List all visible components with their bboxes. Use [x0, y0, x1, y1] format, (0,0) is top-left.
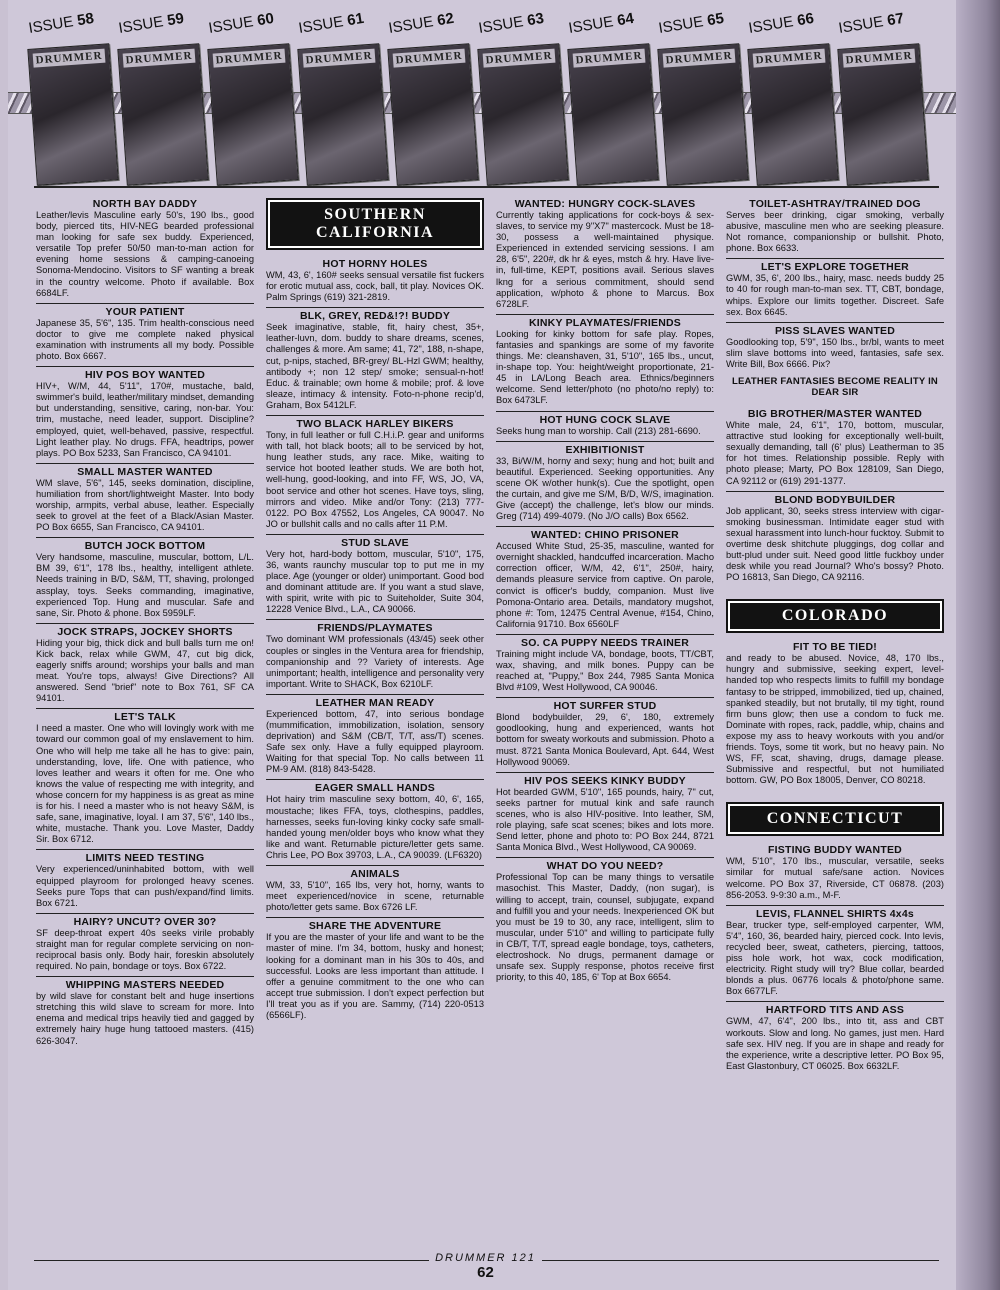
issue-label [297, 10, 365, 37]
cover-masthead: DRUMMER [123, 49, 196, 68]
ad-body: SF deep-throat expert 40s seeks virile probably straight man for regular complete servicing on non-reciprocal basis only. Body hair, foreskin absolutely required. No pain, bondage or toys. Box 6722. [36, 927, 254, 972]
ad-body: Serves beer drinking, cigar smoking, verbally abusive, masculine men who are seeking pleasure. Not romance, companionship or bullshit. Photo, phone. Box 6633. [726, 210, 944, 254]
personal-ad [726, 196, 944, 254]
cover-masthead: DRUMMER [303, 49, 376, 68]
cover-masthead: DRUMMER [843, 49, 916, 68]
ad-body: If you are the master of your life and want to be the master of mine. I'm 34, bottom, husky and honest; looking for a dominant man in his 30s to 40s, and successful. Looks are less important than attitude. I offer a genuine commitment to the one who can accept true submission. I don't expect perfection but I'll treat you as if you are. Sammy, (714) 220-0513 (6566LF). [266, 932, 484, 1020]
issue-number: 66 [795, 9, 816, 30]
ad-headline: WANTED: HUNGRY COCK-SLAVES [514, 198, 696, 210]
column-3 [496, 196, 714, 987]
cover-masthead: DRUMMER [663, 49, 736, 68]
ad-body: Professional Top can be many things to versatile masochist. This Master, Daddy, (non sugar), is willing to accept, train, counsel, subjugate, expand and fulfill you and your needs. Inexperienced OK but you must be 19 to 30, any race, intelligent, slim to muscular, under 5'10" and willing to participate fully in CB/T, T/T, spread eagle bondage, toys, catheters, electroshock. No drugs, permanent damage or unsafe sex. Supply response, photos receive first priority, to this 40, 185, 6' Top at Box 6654. [496, 872, 714, 983]
ad-body: by wild slave for constant belt and huge insertions stretching this wild slave to scream for more. Into enema and medical trips heavily tied and gagged by extremely hairy huge hung tattooed masters. (415) 626-3047. [36, 991, 254, 1046]
cover-masthead: DRUMMER [573, 49, 646, 68]
ad-headline: BLOND BODYBUILDER [726, 491, 944, 506]
cover-image [207, 43, 298, 185]
ad-body: Bear, trucker type, self-employed carpenter, WM, 5'4", 160, 36, bearded hairy, pierced cock. Into levis, recycled beer, sweat, catheters, piercing, tattoos, piss hole work, hot wax, cock modification, electricity. Right study will try? Blue collar, bearded blonds a plus. 06776 locals & photo/phone same. Box 6677LF. [726, 919, 944, 997]
column-1 [36, 196, 254, 1051]
cover-masthead: DRUMMER [753, 49, 826, 68]
ad-body: Two dominant WM professionals (43/45) seek other couples or singles in the Ventura area for friendship, companionship and ?? Variety of interests. Age unimportant; health, intelligence and personality very important. Write to SHACK, Box 6210LF. [266, 634, 484, 689]
personal-ad [36, 623, 254, 705]
personal-ad [266, 415, 484, 530]
cover-image [477, 43, 568, 185]
footer-publication [8, 1252, 963, 1264]
issue-word: ISSUE [117, 13, 165, 37]
issue-cover [116, 8, 204, 183]
issue-cover [296, 8, 384, 183]
ad-body: Accused White Stud, 25-35, masculine, wanted for overnight shackled, handcuffed incarceration. Macho correction officer, W/M, 42, 6'1", 250#, hairy, demands pleasure service from captive. On parole, convict is officer's buddy, companion. Must live Pomona-Ontario area. Details, mandatory mugshot, phone #: Tom, 12475 Central Avenue, #154, Chino, California 91710. Box 6560LF [496, 541, 714, 629]
cover-image [117, 43, 208, 185]
ad-headline: LET'S TALK [36, 708, 254, 723]
personal-ad [496, 634, 714, 693]
issue-cover [746, 8, 834, 183]
personal-ad [36, 708, 254, 845]
ad-headline: WANTED: CHINO PRISONER [496, 526, 714, 541]
ad-body: Very handsome, masculine, muscular, bottom, L/L. BM 39, 6'1", 178 lbs., healthy, intelligent athlete. Needs training in B/D, S&M, TT, shaving, prolonged assplay, toys. Seeks commanding, imaginative, experienced Top. Hung and muscular. Safe and sane, Sir. Photo & phone. Box 5959LF. [36, 552, 254, 618]
personal-ad [496, 526, 714, 630]
personal-ad [266, 865, 484, 913]
personal-ad [36, 976, 254, 1046]
ad-body: WM, 43, 6', 160# seeks sensual versatile fist fuckers for erotic mutual ass, cock, ball, tit play. Novices OK. Palm Springs (619) 321-2819. [266, 270, 484, 303]
personal-ad [726, 322, 944, 370]
cover-masthead: DRUMMER [393, 49, 466, 68]
ad-headline: SMALL MASTER WANTED [36, 463, 254, 478]
personal-ad [496, 196, 714, 310]
ad-headline: HARTFORD TITS AND ASS [726, 1001, 944, 1016]
ad-headline: ANIMALS [266, 865, 484, 880]
ad-headline: BIG BROTHER/MASTER WANTED [747, 408, 923, 421]
personal-ad [496, 857, 714, 983]
issue-word: ISSUE [837, 13, 885, 37]
issue-word: ISSUE [387, 13, 435, 37]
ad-body: WM slave, 5'6", 145, seeks domination, discipline, humiliation from short/lightweight Master. Into body worship, armpits, verbal abuse, leather. Especially seek to grovel at the feet of a Black/Asian Master. PO Box 6655, San Francisco, CA 94101. [36, 477, 254, 533]
ad-headline: HAIRY? UNCUT? OVER 30? [36, 913, 254, 928]
personal-ad [726, 842, 944, 900]
ad-headline: HOT SURFER STUD [496, 697, 714, 712]
cover-image [657, 43, 748, 185]
ad-headline: SO. CA PUPPY NEEDS TRAINER [496, 634, 714, 649]
region-header-colorado: COLORADO [726, 599, 944, 633]
page-number: 62 [477, 1264, 494, 1281]
personal-ad [36, 913, 254, 972]
ad-headline: HIV POS SEEKS KINKY BUDDY [496, 772, 714, 787]
issue-number: 63 [525, 9, 546, 30]
ad-body: Very experienced/uninhabited bottom, with well equipped playroom for prolonged heavy scenes. Seeks pure Tops that can push/expand/find limits. Box 6721. [36, 864, 254, 908]
cover-image [747, 43, 838, 185]
issue-label [27, 10, 95, 37]
issue-word: ISSUE [477, 13, 525, 37]
ad-headline: BLK, GREY, RED&!?! BUDDY [266, 307, 484, 322]
ad-body: GWM, 47, 6'4", 200 lbs., into tit, ass and CBT workouts. Slow and long. No games, just men. Hard safe sex. HIV neg. If you are in shape and ready for the experience, write a descriptive letter. PO Box 95, East Glastonbury, CT 06025. Box 6632LF. [726, 1016, 944, 1071]
issue-word: ISSUE [27, 13, 75, 37]
issue-number: 67 [885, 9, 906, 30]
ad-headline: BUTCH JOCK BOTTOM [36, 537, 254, 552]
personal-ad [266, 534, 484, 616]
ad-headline: LIMITS NEED TESTING [36, 849, 254, 864]
ad-body: Training might include VA, bondage, boots, TT/CBT, wax, shaving, and milk bones. Puppy can be reached at, "Puppy," Box 244, 7985 Santa Monica Blvd #109, West Hollywood, CA 90046. [496, 648, 714, 693]
issue-label [747, 10, 815, 37]
issue-cover [386, 8, 474, 183]
ad-body: 33, Bi/W/M, horny and sexy; hung and hot; built and beautiful. Experienced. Seeking opportunities. Any scene OK w/other hunk(s). Cue the spotlight, open the curtain, and give me S/M, B/D, W/S, imagination. Give (accept) the challenge, let's blow our minds. Greg (714) 499-4079. (No J/O calls) Box 6562. [496, 455, 714, 522]
ad-body: WM, 33, 5'10", 165 lbs, very hot, horny, wants to meet experienced/novice in scene, returnable photo/letter gets same. Box 6726 LF. [266, 880, 484, 913]
issue-cover [656, 8, 744, 183]
ad-headline: FIT TO BE TIED! [793, 641, 877, 654]
personal-ad [266, 779, 484, 861]
issue-cover [836, 8, 924, 183]
ad-headline: PISS SLAVES WANTED [726, 322, 944, 337]
issue-word: ISSUE [567, 13, 615, 37]
cover-masthead: DRUMMER [33, 49, 106, 68]
personal-ad [726, 905, 944, 998]
personal-ad [726, 258, 944, 317]
column-2 [266, 196, 484, 1025]
issue-number: 65 [705, 9, 726, 30]
page-spine-shadow [956, 0, 1000, 1290]
issue-word: ISSUE [657, 13, 705, 37]
cover-image [27, 43, 118, 185]
issue-label [117, 10, 185, 37]
magazine-page [8, 0, 963, 1290]
ad-body: Seeks hung man to worship. Call (213) 281-6690. [496, 425, 701, 436]
ad-headline: FRIENDS/PLAYMATES [266, 619, 484, 634]
top-rule [34, 186, 939, 188]
ad-headline: HOT HUNG COCK SLAVE [496, 411, 714, 426]
issue-label [207, 10, 275, 37]
cover-image [387, 43, 478, 185]
ad-headline: LEVIS, FLANNEL SHIRTS 4x4s [726, 905, 944, 920]
issue-number: 59 [165, 9, 186, 30]
issue-cover [206, 8, 294, 183]
personal-ad [36, 537, 254, 619]
personal-ad [496, 441, 714, 523]
ad-body: Looking for kinky bottom for safe play. Ropes, fantasies and spankings are some of my favorite things. Me: cleanshaven, 31, 5'10", 165 lbs., uncut, in-shape top. You: height/weight proportionate, 21-45 in LA/Long Beach area. Ethnics/beginners welcome. Send letter/photo (no photo/no reply) to: Box 6473LF. [496, 328, 714, 406]
ad-headline: EAGER SMALL HANDS [266, 779, 484, 794]
personal-ad [266, 917, 484, 1021]
ad-body: White male, 24, 6'1", 170, bottom, muscular, attractive stud looking for exceptionally well-built, sexually demanding, tall (6' plus) Leatherman to 35 for hot times. Relationship possible. Reply with photo please; Marty, PO Box 128109, San Diego, CA 92112 or (619) 291-1377. [726, 420, 944, 486]
personal-ad [726, 1001, 944, 1071]
ad-body: Hiding your big, thick dick and bull balls turn me on! Kick back, relax while GWM, 47, cut big dick, eagerly sniffs around; worships your balls and man meat. You're tops, always! Give Directions? All answered. Send "brief" note to Box 761, SF CA 94101. [36, 637, 254, 704]
ad-headline: LEATHER MAN READY [266, 694, 484, 709]
region-header-southern-california: SOUTHERN CALIFORNIA [266, 198, 484, 250]
cover-masthead: DRUMMER [483, 49, 556, 68]
ad-body: I need a master. One who will lovingly work with me toward our common goal of my enslavement to him. One who will help me take all he has to give: pain, understanding, love, life. One with patience, who loves leather and wears it often for me. One who knows the value of respecting me with integrity, and whose concern for my happiness is as great as mine is for his. I need a master who is not heavy S&M, is safe, sane, imaginative, loyal. I am 37, 5'6", 140 lbs., white, mustache. Thank you. Love Master, Daddy Sir. Box 6712. [36, 723, 254, 845]
personal-ad [496, 314, 714, 407]
ad-body: HIV+, W/M, 44, 5'11", 170#, mustache, bald, swimmer's build, leather/military mindset, demanding but understanding, sensitive, caring, non-bar. You: trim, mustache, need leader, support. Discipline? employed, quiet, well-behaved, passive, respectful. Light leather play. No drugs. FFA, headtrips, power plays. PO Box 5233, San Francisco, CA 94101. [36, 381, 254, 458]
ad-headline: YOUR PATIENT [36, 303, 254, 318]
ad-headline: TWO BLACK HARLEY BIKERS [266, 415, 484, 430]
ad-headline: WHIPPING MASTERS NEEDED [36, 976, 254, 991]
issue-word: ISSUE [747, 13, 795, 37]
issue-number: 61 [345, 9, 366, 30]
issue-label [657, 10, 725, 37]
cover-image [297, 43, 388, 185]
issue-number: 60 [255, 9, 276, 30]
issue-label [477, 10, 545, 37]
issue-number: 62 [435, 9, 456, 30]
issue-label [387, 10, 455, 37]
issue-cover [566, 8, 654, 183]
ad-body: WM, 5'10", 170 lbs., muscular, versatile, seeks similar for mutual safe/sane action. Novices welcome. PO Box 37, Riverside, CT 06878. (203) 856-2053. 9-9:30 a.m., M-F. [726, 856, 944, 900]
issue-number: 64 [615, 9, 636, 30]
dear-sir-notice: LEATHER FANTASIES BECOME REALITY IN DEAR SIR [732, 376, 938, 399]
issue-label [567, 10, 635, 37]
ad-body: and ready to be abused. Novice, 48, 170 lbs., hungry and submissive, seeking expert, level-handed top who respects limits to fulfill my bondage fantasy to be stripped, immobilized, tied up, chained, spanked steadily, but not brutally, til my tight, round firm buns glow; then use a condom to fuck me. Dominate with ropes, rack, paddle, whip, chains and expose my ass to heavy workouts with you and/or friends. Toys, some tit work, but no heavy pain. No WS, FF, scat, shaving, drugs, damage please. Submissive and respectful, but not humiliated bottom. GW, PO Box 18005, Denver, CO 80218. [726, 653, 944, 786]
personal-ad [36, 303, 254, 362]
issue-label [837, 10, 905, 37]
ad-body: Job applicant, 30, seeks stress interview with cigar-smoking businessman. Intimidate eager stud with sexual harassment into lunch-hour fucktoy. Submit to overtime desk shitchute pluggings, dog collar and butt-plud under suit. Need good little fuckboy under desk while you read Journal? Who's bossy? Photo. PO 16813, San Diego, CA 92116. [726, 505, 944, 583]
ad-body: Seek imaginative, stable, fit, hairy chest, 35+, leather-luvn, dom. buddy to share dreams, scenes, challenges & more. Am same; 41, 72", 188, n-shape, cut, p-nips, stached, BR-grey/ BL-Hzl GWM; healthy, antibody +; non 12 step/ smoke; sensual-n-hot! Educ. & trainable; own home & mobile; prof. & love sleaze, intimacy & intensity. Foto-n-phone recip'd, Graham, Box 5412LF. [266, 322, 484, 410]
ad-body: Japanese 35, 5'6", 135. Trim health-conscious need doctor to give me complete naked physical examination with instruments all my body. Possible photo. Box 6667. [36, 317, 254, 362]
ad-body: Hot hairy trim masculine sexy bottom, 40, 6', 165, moustache; likes FFA, toys, clothespins, paddles, harnesses, seeks fun-loving kinky cocky safe small-handed young men/older boys who know what they like and want. Returnable picture/letter gets same. Chris Lee, PO Box 39703, L.A., CA 90039. (LF6320) [266, 794, 484, 860]
issue-word: ISSUE [207, 13, 255, 37]
personal-ad [36, 463, 254, 533]
ad-body: GWM, 35, 6', 200 lbs., hairy, masc. needs buddy 25 to 40 for rough man-to-man sex. TT, CBT, bondage, whips. Explore our limits together. Discreet. Safe sex. Box 6645. [726, 273, 944, 317]
ad-body: Currently taking applications for cock-boys & sex-slaves, to service my 9"X7" mastercock. Must be 18-30, possess a well-maintained physique. Experienced in extended servicing sessions. I am 28, 6'5", 220#, dk hr & eyes, mstch & hry. Have live-in, full-time, KEPT, positions avail. Serious slaves lkng for a serious commitment, should send application, w/photo & phone to Marcus. Box 6728LF. [496, 210, 714, 309]
personal-ad [36, 196, 254, 299]
personal-ad [726, 491, 944, 584]
personal-ad [266, 694, 484, 776]
ad-body: Hot bearded GWM, 5'10", 165 pounds, hairy, 7" cut, seeks partner for mutual kink and safe raunch scenes, who is also HIV-positive. Into leather, SM, role playing, safe scat scenes; bikes and lots more. Send letter, phone and photo to: PO Box 244, 8721 Santa Monica Blvd., West Hollywood, CA 90069. [496, 786, 714, 853]
issue-cover [476, 8, 564, 183]
ad-headline: WHAT DO YOU NEED? [496, 857, 714, 872]
ad-body: Leather/levis Masculine early 50's, 190 lbs., good body, pierced tits, HIV-NEG bearded professional man looking for safe sex buddy. Experienced, versatile Top prefer 50/50 man-to-man action for evening home sessions & camping-canoeing Sonoma-Mendocino. Visitors to SF wanting a break in the country welcome. Photo if available. Box 6684LF. [36, 210, 254, 298]
ad-headline: KINKY PLAYMATES/FRIENDS [496, 314, 714, 329]
ad-headline: SHARE THE ADVENTURE [266, 917, 484, 932]
personal-ad [496, 411, 714, 437]
personal-ad [726, 639, 944, 786]
ad-body: Tony, in full leather or full C.H.i.P. gear and uniforms with tall, hot black boots; all to be serviced by hot, hung leather studs, any race. Mike, waiting to service hot booted leather studs. We are both hot, well-hung, good-looking, and into FF, WS, JO, VA, boot service and other hot scenes. Have toys, sling, mirrors and video. Mike and/or Tony: (213) 777-0122. PO Box 47552, Los Angeles, CA 90047. No JO or bullshit calls and no calls after 11 P.M. [266, 430, 484, 529]
ad-headline: HIV POS BOY WANTED [36, 366, 254, 381]
ad-headline: FISTING BUDDY WANTED [768, 844, 902, 857]
personal-ad [726, 406, 944, 487]
personal-ad [496, 772, 714, 854]
issue-cover [26, 8, 114, 183]
issue-word: ISSUE [297, 13, 345, 37]
personal-ad [36, 366, 254, 459]
personal-ad [36, 849, 254, 908]
ad-headline: STUD SLAVE [266, 534, 484, 549]
ad-headline: NORTH BAY DADDY [92, 198, 198, 210]
ad-headline: LET'S EXPLORE TOGETHER [726, 258, 944, 273]
personal-ad [496, 697, 714, 767]
publication-name: DRUMMER 121 [429, 1252, 542, 1264]
column-4 [726, 196, 944, 1076]
issue-number: 58 [75, 9, 96, 30]
cover-masthead: DRUMMER [213, 49, 286, 68]
ad-headline: HOT HORNY HOLES [322, 258, 428, 270]
personal-ad [266, 256, 484, 303]
region-header-connecticut: CONNECTICUT [726, 802, 944, 836]
ad-headline: TOILET-ASHTRAY/TRAINED DOG [749, 198, 921, 210]
cover-image [567, 43, 658, 185]
personal-ad [266, 619, 484, 689]
ad-headline: JOCK STRAPS, JOCKEY SHORTS [36, 623, 254, 638]
issue-strip [26, 8, 956, 183]
cover-image [837, 43, 928, 185]
ad-headline: EXHIBITIONIST [496, 441, 714, 456]
personal-ad [266, 307, 484, 411]
ad-body: Very hot, hard-body bottom, muscular, 5'10", 175, 36, wants raunchy muscular top to put me in my place. Age (younger or older) unimportant. Good bod and dominant attitude are. If you want a stud slave, with spirit, write with pic to Suiteholder, Suite 304, 12228 Venice Blvd., L.A., CA 90066. [266, 548, 484, 615]
ad-body: Blond bodybuilder, 29, 6', 180, extremely goodlooking, hung and experienced, wants hot bottom for sweaty workouts and submission. Photo a must. 8721 Santa Monica Boulevard, Apt. 644, West Hollywood 90069. [496, 712, 714, 767]
ad-body: Experienced bottom, 47, into serious bondage (mummification, immobilization, isolation, sensory deprivation) and S&M (CB/T, T/T, ass/T) scenes. Safe sex only. Have a fully equipped playroom. Waiting for that special Top. No calls between 11 PM-9 AM. (818) 843-5428. [266, 708, 484, 775]
ad-body: Goodlooking top, 5'9", 150 lbs., br/bl, wants to meet slim slave bottoms into weed, fantasies, safe sex. Write Bill, Box 6666. Pix? [726, 336, 944, 369]
